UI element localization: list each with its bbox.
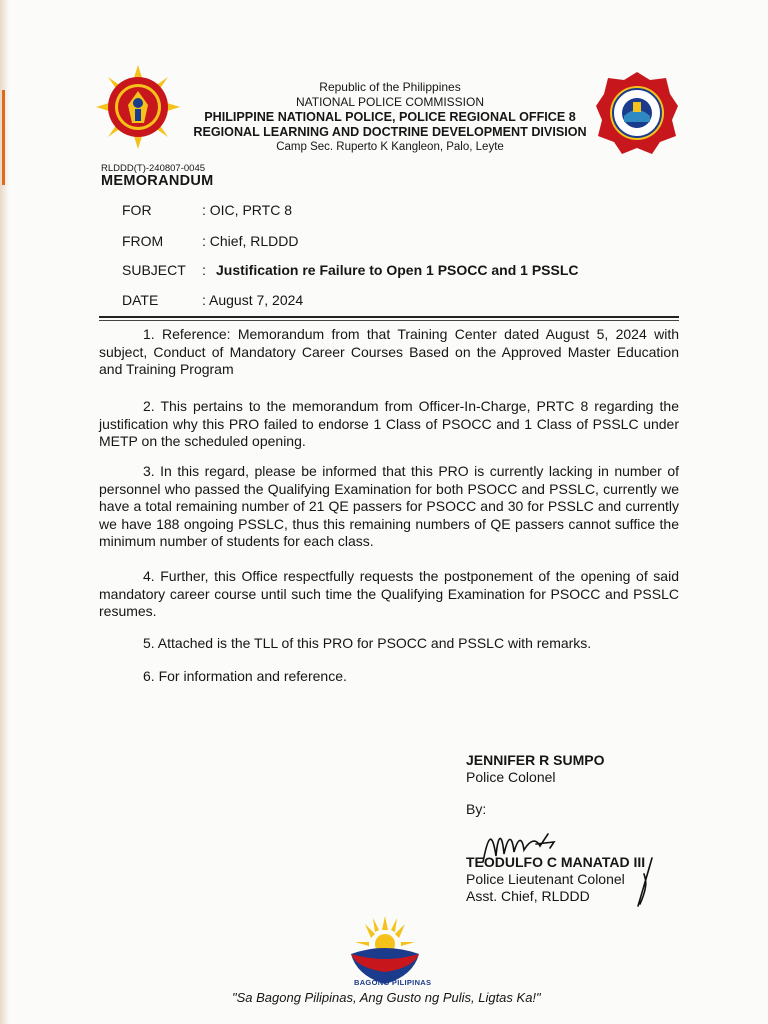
binding-mark (2, 90, 5, 185)
reference-code: RLDDD(T)-240807-0045 (101, 163, 206, 174)
header-divider (99, 316, 679, 318)
paragraph-3: 3. In this regard, please be informed that this PRO is currently lacking in number of personnel who passed the Qualifying Examination for both PSOCC and PSSLC, currently we have a total remaining number of 21 QE passers for PSOCC and 30 for PSSLC and currently we have 188 ongoing PSSLC, thus this remaining numbers of QE passers cannot suffice the minimum number of students for each class. (99, 463, 679, 549)
from-label: FROM (122, 233, 164, 249)
paragraph-5: 5. Attached is the TLL of this PRO for PSOCC and PSSLC with remarks. (143, 635, 592, 651)
signature-tail-stroke (630, 856, 660, 908)
paragraph-1: 1. Reference: Memorandum from that Training Center dated August 5, 2024 with subject, Conduct of Mandatory Career Courses Based on the Approved Master Education and Training Program (99, 326, 679, 377)
from-value: : Chief, RLDDD (202, 233, 299, 249)
letterhead-office: PHILIPPINE NATIONAL POLICE, POLICE REGIONAL OFFICE 8 (204, 110, 576, 124)
subject-value: Justification re Failure to Open 1 PSOCC and 1 PSSLC (216, 262, 579, 278)
letterhead (170, 80, 610, 155)
signatory-rank: Police Colonel (466, 769, 556, 785)
by-label: By: (466, 801, 487, 817)
date-label: DATE (122, 292, 159, 308)
assistant-title: Asst. Chief, RLDDD (466, 888, 590, 904)
date-value: : August 7, 2024 (202, 292, 304, 308)
subject-colon: : (202, 262, 206, 278)
assistant-name: TEODULFO C MANATAD III (466, 854, 646, 870)
bagong-pilipinas-label: BAGONG PILIPINAS (354, 978, 432, 987)
regional-office-seal-logo (594, 70, 680, 156)
memo-title: MEMORANDUM (101, 173, 214, 189)
paragraph-6: 6. For information and reference. (143, 668, 347, 684)
paragraph-2: 2. This pertains to the memorandum from Officer-In-Charge, PRTC 8 regarding the justification why this PRO failed to endorse 1 Class of PSOCC and 1 Class of PSSLC under METP on the scheduled opening. (99, 398, 679, 449)
letterhead-commission: NATIONAL POLICE COMMISSION (295, 95, 485, 109)
for-value: : OIC, PRTC 8 (202, 202, 292, 218)
letterhead-republic: Republic of the Philippines (319, 80, 461, 94)
letterhead-division: REGIONAL LEARNING AND DOCTRINE DEVELOPMENT DIVISION (193, 125, 587, 139)
assistant-rank: Police Lieutenant Colonel (466, 871, 625, 887)
footer-slogan: "Sa Bagong Pilipinas, Ang Gusto ng Pulis, Ligtas Ka!" (232, 990, 541, 1005)
pnp-seal-logo (96, 65, 180, 149)
signatory-name: JENNIFER R SUMPO (466, 752, 605, 768)
header-divider-thin (99, 320, 679, 321)
subject-label: SUBJECT (122, 262, 186, 278)
paragraph-4: 4. Further, this Office respectfully requests the postponement of the opening of said mandatory career course until such time the Qualifying Examination for PSOCC and PSSLC resumes. (99, 568, 679, 619)
for-label: FOR (122, 202, 152, 218)
letterhead-address: Camp Sec. Ruperto K Kangleon, Palo, Leyte (276, 141, 504, 153)
